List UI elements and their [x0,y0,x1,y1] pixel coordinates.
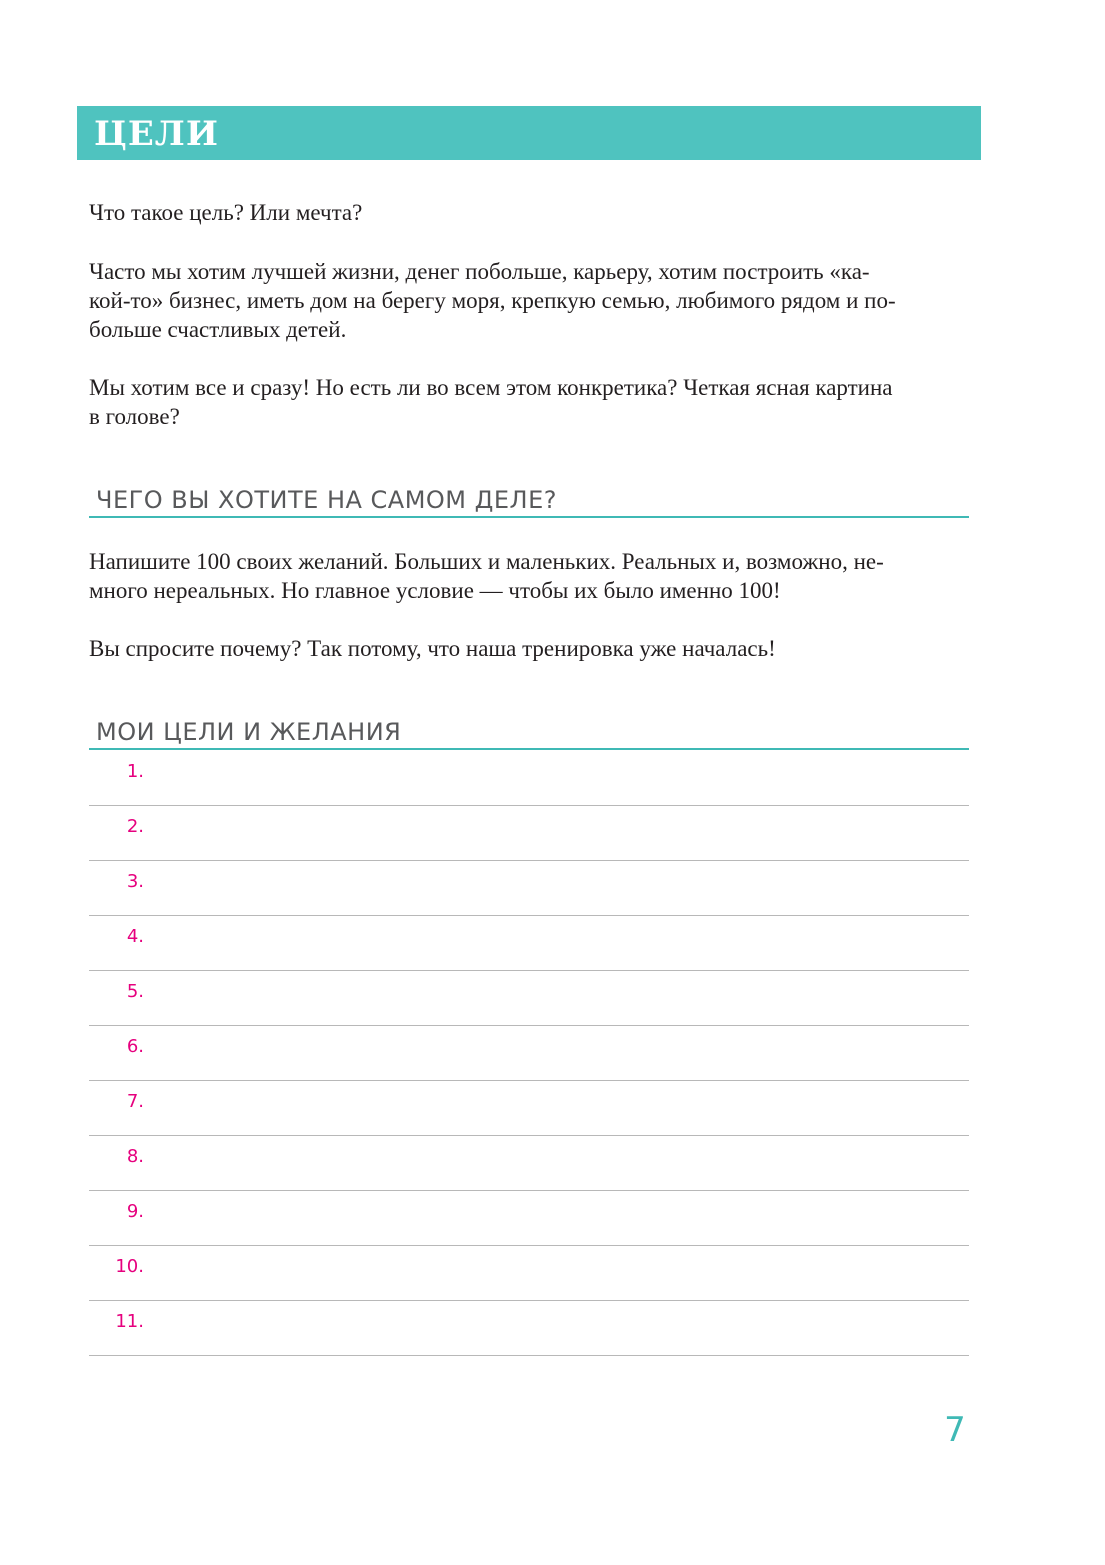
goal-number: 1. [126,761,144,782]
title-banner [77,106,981,160]
goal-number: 8. [126,1146,144,1167]
text-line: Вы спросите почему? Так потому, что наша тренировка уже началась! [89,636,776,661]
page-title: ЦЕЛИ [94,114,219,154]
text-line: в голове? [89,404,180,429]
intro-paragraph-2 [89,373,979,431]
goal-number: 5. [126,981,144,1002]
goals-list [89,751,969,1356]
goal-number: 4. [126,926,144,947]
goal-number: 11. [115,1311,144,1332]
goal-entry-line[interactable] [89,1246,969,1301]
goal-number: 6. [126,1036,144,1057]
goal-entry-line[interactable] [89,1136,969,1191]
goal-entry-line[interactable] [89,1191,969,1246]
section-heading-text: ЧЕГО ВЫ ХОТИТЕ НА САМОМ ДЕЛЕ? [96,486,558,514]
text-line: Мы хотим все и сразу! Но есть ли во всем этом конкретика? Четкая ясная картина [89,375,893,400]
goal-number: 3. [126,871,144,892]
goal-entry-line[interactable] [89,861,969,916]
goal-entry-line[interactable] [89,806,969,861]
goal-entry-line[interactable] [89,1026,969,1081]
goal-entry-line[interactable] [89,751,969,806]
goal-entry-line[interactable] [89,1081,969,1136]
text-line: много нереальных. Но главное условие — чтобы их было именно 100! [89,578,781,603]
text-line: Часто мы хотим лучшей жизни, денег побольше, карьеру, хотим построить «ка- [89,259,870,284]
instructions-paragraph-2 [89,634,979,663]
page-number: 7 [944,1410,966,1450]
goal-entry-line[interactable] [89,1301,969,1356]
text-line: больше счастливых детей. [89,317,347,342]
goal-number: 7. [126,1091,144,1112]
text-line: Напишите 100 своих желаний. Больших и маленьких. Реальных и, возможно, не- [89,549,884,574]
text-line: Что такое цель? Или мечта? [89,200,363,225]
goal-entry-line[interactable] [89,916,969,971]
goal-number: 2. [126,816,144,837]
intro-question [89,198,979,227]
section-heading-goals [89,716,969,750]
section-heading-wants [89,484,969,518]
instructions-paragraph [89,547,979,605]
goal-number: 9. [126,1201,144,1222]
goal-number: 10. [115,1256,144,1277]
text-line: кой-то» бизнес, иметь дом на берегу моря, крепкую семью, любимого рядом и по- [89,288,896,313]
goal-entry-line[interactable] [89,971,969,1026]
intro-paragraph [89,257,979,344]
section-heading-text: МОИ ЦЕЛИ И ЖЕЛАНИЯ [96,718,402,746]
